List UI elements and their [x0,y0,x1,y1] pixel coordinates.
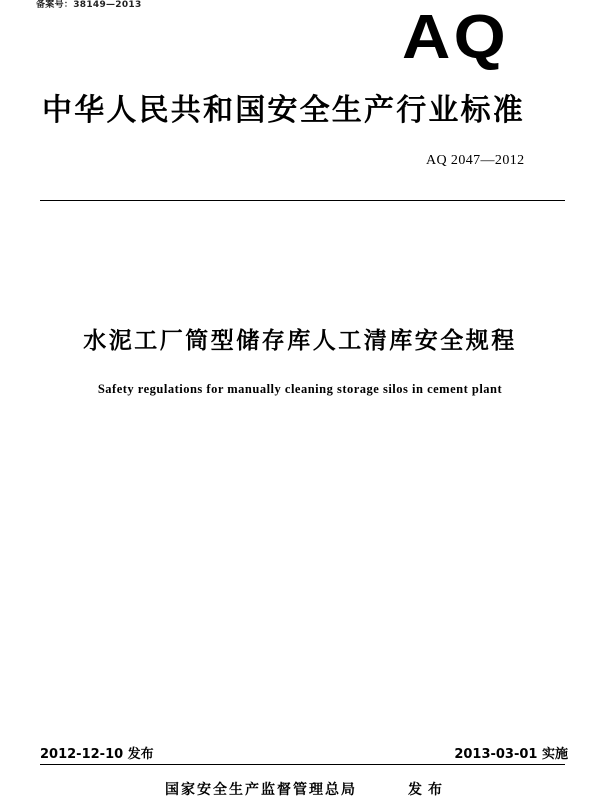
publisher-name: 国家安全生产监督管理总局 [165,782,357,798]
standard-logo: AQ [402,3,509,72]
standard-code: AQ 2047—2012 [426,153,525,168]
document-title-chinese: 水泥工厂筒型储存库人工清库安全规程 [83,328,517,354]
footer-divider [40,764,565,765]
publish-label: 发布 [408,782,448,798]
standard-category-title: 中华人民共和国安全生产行业标准 [42,93,525,128]
header-divider [40,200,565,201]
filing-number: 备案号：38149—2013 [36,0,142,10]
issue-date: 2012-12-10 发布 [40,747,154,762]
effective-date: 2013-03-01 实施 [454,747,568,762]
document-title-english: Safety regulations for manually cleaning storage silos in cement plant [97,382,503,396]
